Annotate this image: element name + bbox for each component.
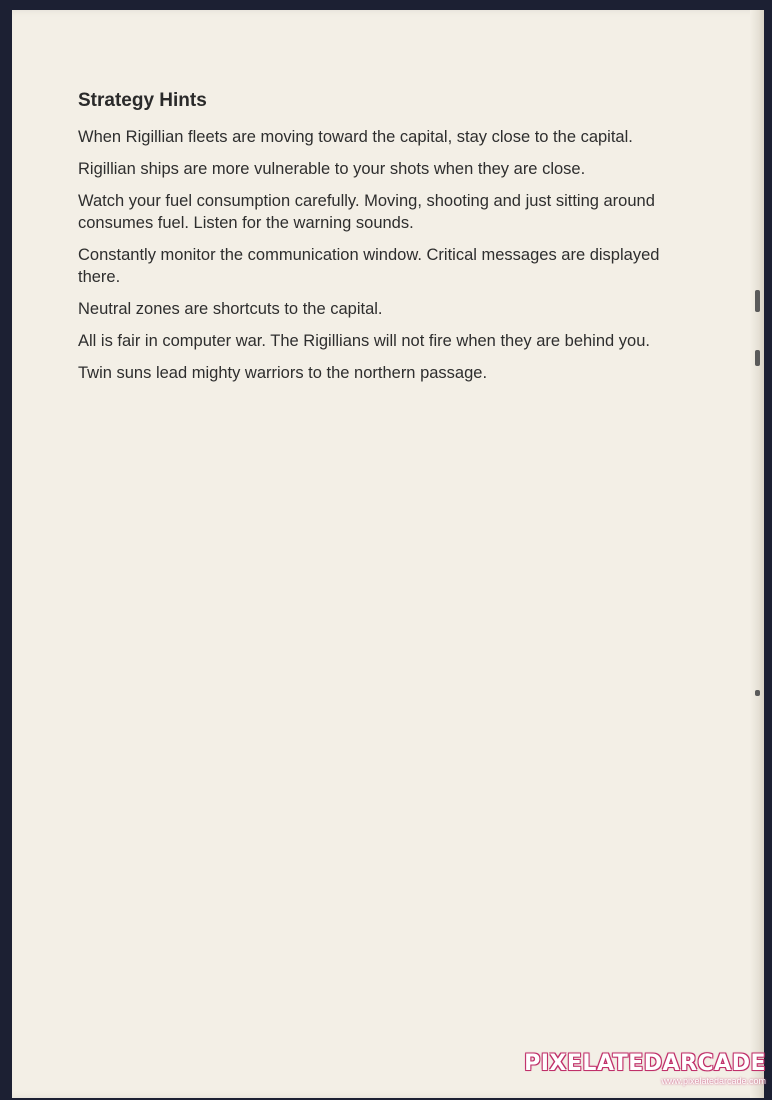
hint-paragraph: Rigillian ships are more vulnerable to your shots when they are close. <box>78 160 586 178</box>
section-heading: Strategy Hints <box>78 90 207 111</box>
staple-lower <box>755 690 760 696</box>
watermark-brand: PIXELATEDARCADE <box>524 1051 766 1076</box>
strategy-hints-section <box>78 90 698 394</box>
hint-paragraph: All is fair in computer war. The Rigillians will not fire when they are behind you. <box>78 332 650 350</box>
manual-page <box>12 10 764 1098</box>
hint-paragraph: Watch your fuel consumption carefully. Moving, shooting and just sitting around consumes fuel. Listen for the warning sounds. <box>78 192 655 232</box>
staple-middle <box>755 350 760 366</box>
hint-paragraph: When Rigillian fleets are moving toward the capital, stay close to the capital. <box>78 128 633 146</box>
page-spine <box>750 10 764 1098</box>
hint-paragraph: Twin suns lead mighty warriors to the northern passage. <box>78 364 488 382</box>
staple-top <box>755 290 760 312</box>
site-watermark <box>524 1051 766 1086</box>
hint-paragraph: Neutral zones are shortcuts to the capital. <box>78 300 383 318</box>
hint-paragraph: Constantly monitor the communication window. Critical messages are displayed there. <box>78 246 660 286</box>
watermark-url: www.pixelatedarcade.com <box>661 1076 766 1086</box>
